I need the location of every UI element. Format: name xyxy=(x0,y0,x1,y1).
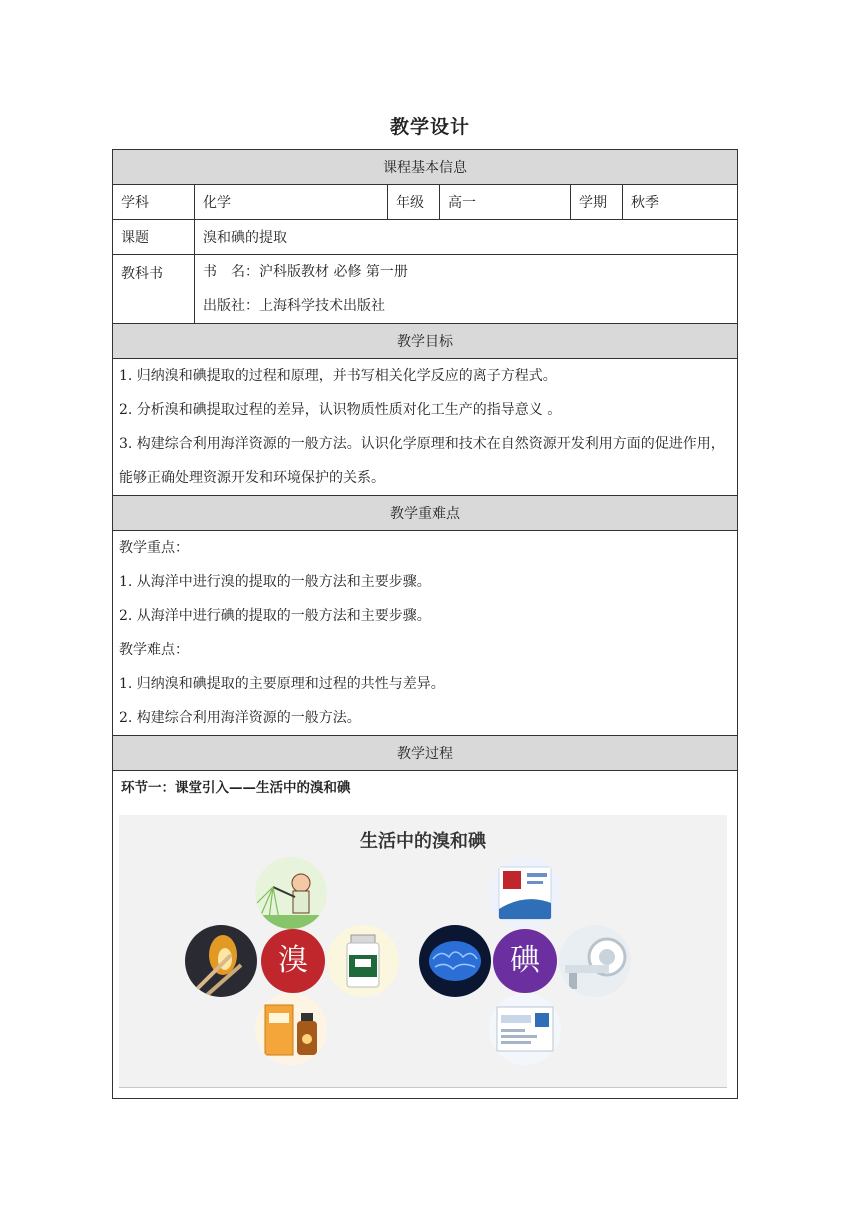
section1-title: 环节一：课堂引入——生活中的溴和碘 xyxy=(121,780,351,796)
topic-value: 溴和碘的提取 xyxy=(195,220,738,255)
objective-item: 3. 构建综合利用海洋资源的一般方法。认识化学原理和技术在自然资源开发利用方面的促进作用，能够正确处理资源开发和环境保护的关系。 xyxy=(119,436,725,486)
term-label: 学期 xyxy=(571,185,623,220)
oral-solution-image xyxy=(255,993,327,1065)
process-header: 教学过程 xyxy=(113,736,738,771)
iodized-salt-image xyxy=(489,857,561,929)
iodine-circle xyxy=(493,929,557,993)
grade-label: 年级 xyxy=(388,185,440,220)
matches-image xyxy=(185,925,257,997)
focus-label: 教学重点： xyxy=(119,540,189,556)
iodine-char: 碘 xyxy=(510,943,540,978)
subject-value: 化学 xyxy=(195,185,388,220)
potassium-iodide-tablet-image xyxy=(489,993,561,1065)
key-points-header: 教学重难点 xyxy=(113,496,738,531)
objective-item: 1. 归纳溴和碘提取的过程和原理，并书写相关化学反应的离子方程式。 xyxy=(119,368,557,384)
grade-value: 高一 xyxy=(440,185,571,220)
medicine-bottle-image xyxy=(327,925,399,997)
topic-label: 课题 xyxy=(113,220,195,255)
page-title: 教学设计 xyxy=(389,116,470,138)
pesticide-farmer-image xyxy=(255,857,327,929)
subject-label: 学科 xyxy=(113,185,195,220)
difficulty-item: 1. 归纳溴和碘提取的主要原理和过程的共性与差异。 xyxy=(119,676,445,692)
objectives-header: 教学目标 xyxy=(113,324,738,359)
lesson-design-table xyxy=(112,149,738,1099)
brain-image xyxy=(419,925,491,997)
textbook-name: 书 名：沪科版教材 必修 第一册 xyxy=(203,264,408,280)
objective-item: 2. 分析溴和碘提取过程的差异，认识物质性质对化工生产的指导意义 。 xyxy=(119,402,562,418)
difficulty-label: 教学难点： xyxy=(119,642,189,658)
basic-info-header: 课程基本信息 xyxy=(113,150,738,185)
bromine-char: 溴 xyxy=(278,943,308,978)
focus-item: 2. 从海洋中进行碘的提取的一般方法和主要步骤。 xyxy=(119,608,431,624)
focus-item: 1. 从海洋中进行溴的提取的一般方法和主要步骤。 xyxy=(119,574,431,590)
bromine-circle xyxy=(261,929,325,993)
bromine-iodine-slide xyxy=(119,815,727,1088)
difficulty-item: 2. 构建综合利用海洋资源的一般方法。 xyxy=(119,710,361,726)
ct-scanner-image xyxy=(559,925,631,997)
slide-title: 生活中的溴和碘 xyxy=(360,831,486,852)
textbook-label: 教科书 xyxy=(113,255,195,324)
term-value: 秋季 xyxy=(623,185,738,220)
textbook-publisher: 出版社：上海科学技术出版社 xyxy=(203,298,385,314)
